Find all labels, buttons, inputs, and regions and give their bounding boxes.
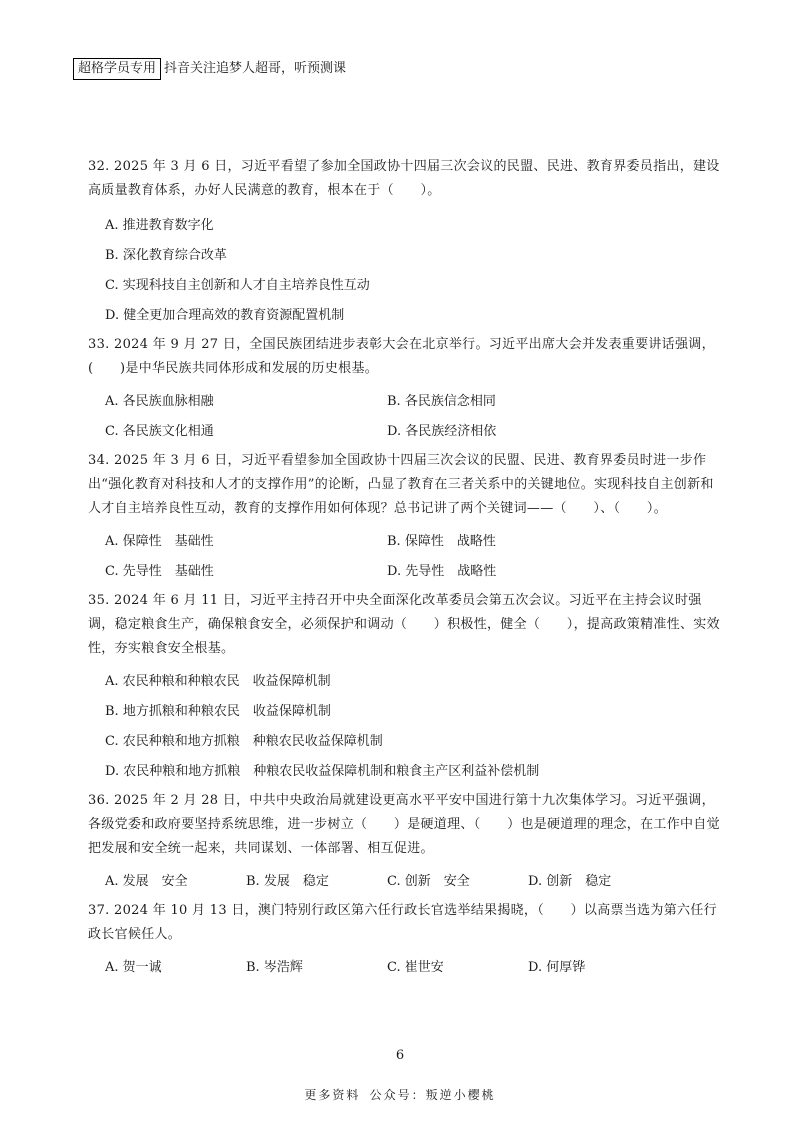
option-b: B. 岑浩辉 [246, 960, 303, 975]
exclusive-label: 超格学员专用 [73, 58, 161, 80]
question-33 [88, 333, 725, 447]
question-stem: 32. 2025 年 3 月 6 日，习近平看望了参加全国政协十四届三次会议的民盟、民进、教育界委员指出，建设高质量教育体系，办好人民满意的教育，根本在于（ ）。 [88, 159, 720, 198]
question-stem: 33. 2024 年 9 月 27 日，全国民族团结进步表彰大会在北京举行。习近平出席大会并发表重要讲话强调，( )是中华民族共同体形成和发展的历史根基。 [88, 337, 715, 376]
footer-note: 更多资料 公众号：叛逆小樱桃 [304, 1088, 496, 1102]
page-header [73, 58, 346, 80]
option-b: B. 深化教育综合改革 [105, 248, 227, 263]
question-35 [88, 589, 725, 787]
option-c: C. 农民种粮和地方抓粮 种粮农民收益保障机制 [105, 734, 383, 749]
option-row [105, 953, 725, 983]
header-note: 抖音关注追梦人超哥，听预测课 [164, 61, 347, 76]
option-row [105, 527, 725, 557]
option-d: D. 健全更加合理高效的教育资源配置机制 [105, 308, 345, 323]
question-32 [88, 155, 725, 331]
question-stem: 37. 2024 年 10 月 13 日，澳门特别行政区第六任行政长官选举结果揭晓，（ ）以高票当选为第六任行政长官候任人。 [88, 903, 717, 942]
option-c: C. 创新 安全 [387, 874, 470, 889]
option-a: A. 保障性 基础性 [105, 534, 214, 549]
question-list [88, 155, 725, 985]
option-b: B. 地方抓粮和种粮农民 收益保障机制 [105, 704, 331, 719]
page-number: 6 [395, 1048, 405, 1063]
option-d: D. 先导性 战略性 [387, 564, 497, 579]
option-d: D. 农民种粮和地方抓粮 种粮农民收益保障机制和粮食主产区利益补偿机制 [105, 764, 540, 779]
question-stem: 34. 2025 年 3 月 6 日，习近平看望参加全国政协十四届三次会议的民盟、民进、教育界委员时进一步作出“强化教育对科技和人才的支撑作用”的论断，凸显了教育在三者关系中的关键地位。实现科技自主创新和人才自主培养良性互动，教育的支撑作用如何体现？总书记讲了两个关键词——（ ）、（ ）。 [88, 453, 714, 516]
option-d: D. 何厚铧 [528, 960, 586, 975]
option-c: C. 各民族文化相通 [105, 424, 214, 439]
option-row [105, 557, 725, 587]
option-c: C. 先导性 基础性 [105, 564, 214, 579]
option-b: B. 发展 稳定 [246, 874, 329, 889]
question-36 [88, 789, 725, 897]
option-a: A. 发展 安全 [105, 874, 188, 889]
option-b: B. 保障性 战略性 [387, 534, 496, 549]
option-d: D. 各民族经济相依 [387, 424, 497, 439]
question-37 [88, 899, 725, 983]
option-a: A. 贺一诚 [105, 960, 162, 975]
question-stem: 36. 2025 年 2 月 28 日，中共中央政治局就建设更高水平平安中国进行第十九次集体学习。习近平强调，各级党委和政府要坚持系统思维，进一步树立（ ）是硬道理、（ ）也是硬道理的理念，在工作中自觉把发展和安全统一起来，共同谋划、一体部署、相互促进。 [88, 793, 720, 856]
option-b: B. 各民族信念相同 [387, 394, 496, 409]
option-a: A. 各民族血脉相融 [105, 394, 214, 409]
option-c: C. 崔世安 [387, 960, 444, 975]
option-d: D. 创新 稳定 [528, 874, 612, 889]
option-a: A. 推进教育数字化 [105, 218, 214, 233]
option-row [105, 417, 725, 447]
question-34 [88, 449, 725, 587]
option-c: C. 实现科技自主创新和人才自主培养良性互动 [105, 278, 370, 293]
option-a: A. 农民种粮和种粮农民 收益保障机制 [105, 674, 331, 689]
question-stem: 35. 2024 年 6 月 11 日，习近平主持召开中央全面深化改革委员会第五次会议。习近平在主持会议时强调，稳定粮食生产，确保粮食安全，必须保护和调动（ ）积极性，健全（ ），提高政策精准性、实效性，夯实粮食安全根基。 [88, 593, 720, 656]
option-row [105, 867, 725, 897]
option-row [105, 387, 725, 417]
